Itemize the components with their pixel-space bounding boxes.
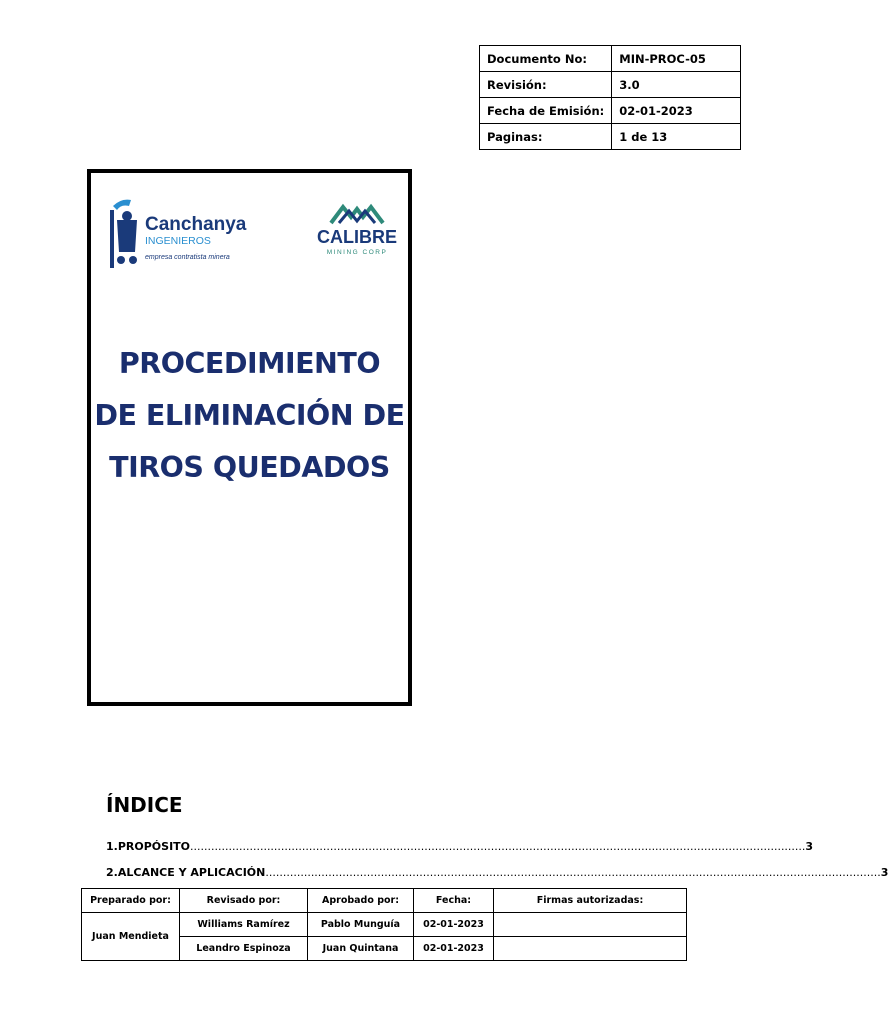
info-label: Documento No: (480, 46, 612, 72)
approval-row (82, 913, 687, 937)
approved-by-name: Juan Quintana (308, 937, 414, 961)
signature-cell (494, 913, 687, 937)
cover-title-line: TIROS QUEDADOS (109, 451, 390, 484)
approval-table (81, 888, 687, 961)
document-info-table (479, 45, 741, 150)
info-row-issue-date (480, 98, 741, 124)
indice-heading: ÍNDICE (106, 793, 183, 817)
cover-title-line: PROCEDIMIENTO (118, 347, 381, 380)
info-row-pages (480, 124, 741, 150)
svg-text:MINING CORP: MINING CORP (326, 249, 388, 256)
reviewed-by-name: Williams Ramírez (180, 913, 308, 937)
cover-title-line: DE ELIMINACIÓN DE (94, 399, 405, 432)
info-row-revision (480, 72, 741, 98)
reviewed-by-name: Leandro Espinoza (180, 937, 308, 961)
info-value: MIN-PROC-05 (612, 46, 741, 72)
toc-item-label: PROPÓSITO (117, 840, 191, 853)
toc-item[interactable] (106, 840, 814, 853)
info-label: Revisión: (480, 72, 612, 98)
svg-text:Canchanya: Canchanya (145, 214, 247, 235)
prepared-by-name: Juan Mendieta (82, 913, 180, 961)
toc-item-number: 2. (106, 866, 118, 879)
approval-date: 02-01-2023 (414, 937, 494, 961)
info-value: 3.0 (612, 72, 741, 98)
toc-item-page: 3 (880, 866, 888, 879)
toc-item-label: ALCANCE Y APLICACIÓN (117, 866, 266, 879)
signature-cell (494, 937, 687, 961)
signatures-header: Firmas autorizadas: (494, 889, 687, 913)
approved-by-header: Aprobado por: (308, 889, 414, 913)
prepared-by-header: Preparado por: (82, 889, 180, 913)
approved-by-name: Pablo Munguía (308, 913, 414, 937)
cover-title (91, 338, 408, 494)
svg-text:empresa contratista minera: empresa contratista minera (145, 254, 230, 261)
svg-text:INGENIEROS: INGENIEROS (145, 235, 211, 247)
svg-text:CALIBRE: CALIBRE (317, 227, 397, 247)
toc-leader-dots: ................................................................................................................................................................................ (190, 840, 806, 853)
toc-item-page: 3 (805, 840, 814, 853)
date-header: Fecha: (414, 889, 494, 913)
toc-leader-dots: ................................................................................................................................................................................ (265, 866, 881, 879)
canchanya-logo (107, 194, 247, 274)
approval-date: 02-01-2023 (414, 913, 494, 937)
info-value: 1 de 13 (612, 124, 741, 150)
approval-header-row (82, 889, 687, 913)
toc-item[interactable] (106, 866, 888, 879)
calibre-logo (317, 193, 397, 261)
reviewed-by-header: Revisado por: (180, 889, 308, 913)
info-label: Fecha de Emisión: (480, 98, 612, 124)
toc-item-number: 1. (106, 840, 118, 853)
info-row-document-no (480, 46, 741, 72)
info-label: Paginas: (480, 124, 612, 150)
cover-box (87, 169, 412, 706)
info-value: 02-01-2023 (612, 98, 741, 124)
